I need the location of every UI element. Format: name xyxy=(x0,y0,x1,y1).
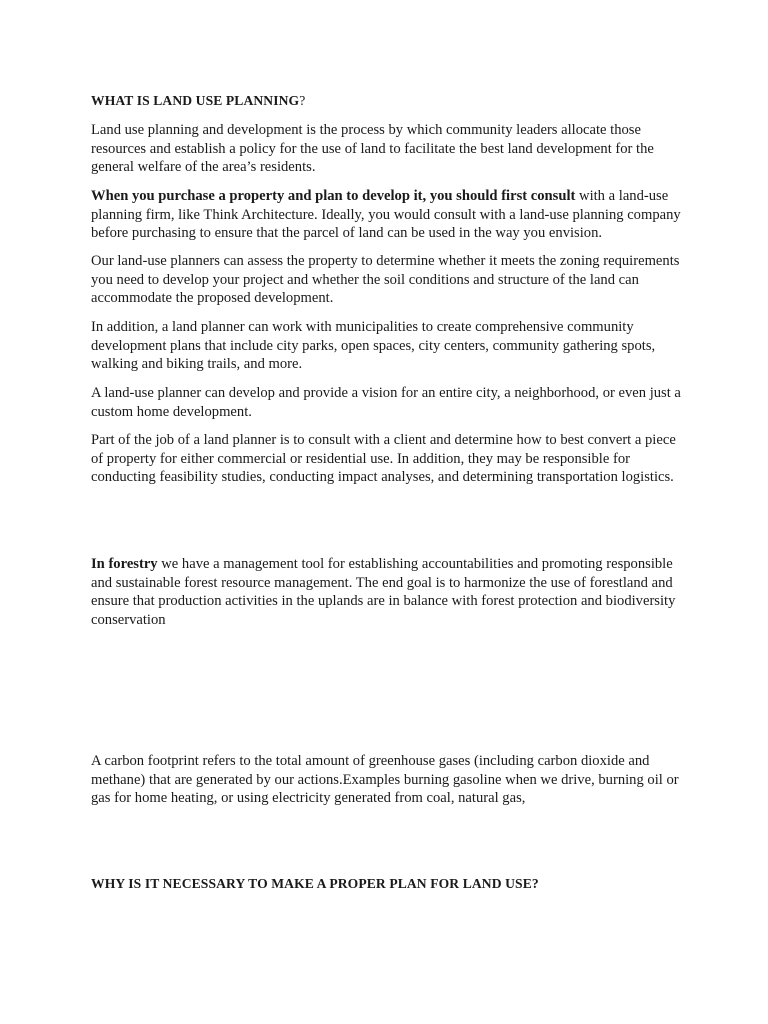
paragraph-consult xyxy=(91,187,681,243)
heading-question-mark: ? xyxy=(299,93,306,108)
paragraph-assess-property: Our land-use planners can assess the property to determine whether it meets the zoning requirements you need to develop your project and whether the soil conditions and structure of the land can accommodate the proposed development. xyxy=(91,253,680,306)
heading-why-necessary: WHY IS IT NECESSARY TO MAKE A PROPER PLAN FOR LAND USE? xyxy=(91,876,539,891)
heading-text: WHAT IS LAND USE PLANNING xyxy=(91,93,300,108)
paragraph-job-of-planner: Part of the job of a land planner is to consult with a client and determine how to best convert a piece of property for either commercial or residential use. In addition, they may be responsible for conducting feasibility studies, conducting impact analyses, and determining transportation logistics. xyxy=(91,432,676,485)
heading-what-is-land-use-planning xyxy=(91,92,681,111)
paragraph-consult-bold: When you purchase a property and plan to develop it, you should first consult xyxy=(91,188,576,204)
paragraph-definition: Land use planning and development is the process by which community leaders allocate those resources and establish a policy for the use of land to facilitate the best land development for the general welfare of the area’s residents. xyxy=(91,122,654,175)
paragraph-consult-text: with a land-use planning firm, like Think Architecture. Ideally, you would consult with a land-use planning company before purchasing to ensure that the parcel of land can be used in the way you envision. xyxy=(91,188,681,241)
paragraph-forestry-bold: In forestry xyxy=(91,556,158,572)
paragraph-carbon-footprint: A carbon footprint refers to the total amount of greenhouse gases (including carbon dioxide and methane) that are generated by our actions.Examples burning gasoline when we drive, burning oil or gas for home heating, or using electricity generated from coal, natural gas, xyxy=(91,753,679,806)
paragraph-forestry xyxy=(91,555,681,629)
paragraph-forestry-text: we have a management tool for establishing accountabilities and promoting responsible and sustainable forest resource management. The end goal is to harmonize the use of forestland and ensure that production activities in the uplands are in balance with forest protection and biodiversity conservation xyxy=(91,556,676,628)
paragraph-vision: A land-use planner can develop and provide a vision for an entire city, a neighborhood, or even just a custom home development. xyxy=(91,385,681,420)
paragraph-municipalities: In addition, a land planner can work with municipalities to create comprehensive community development plans that include city parks, open spaces, city centers, community gathering spots, walking and biking trails, and more. xyxy=(91,319,656,372)
